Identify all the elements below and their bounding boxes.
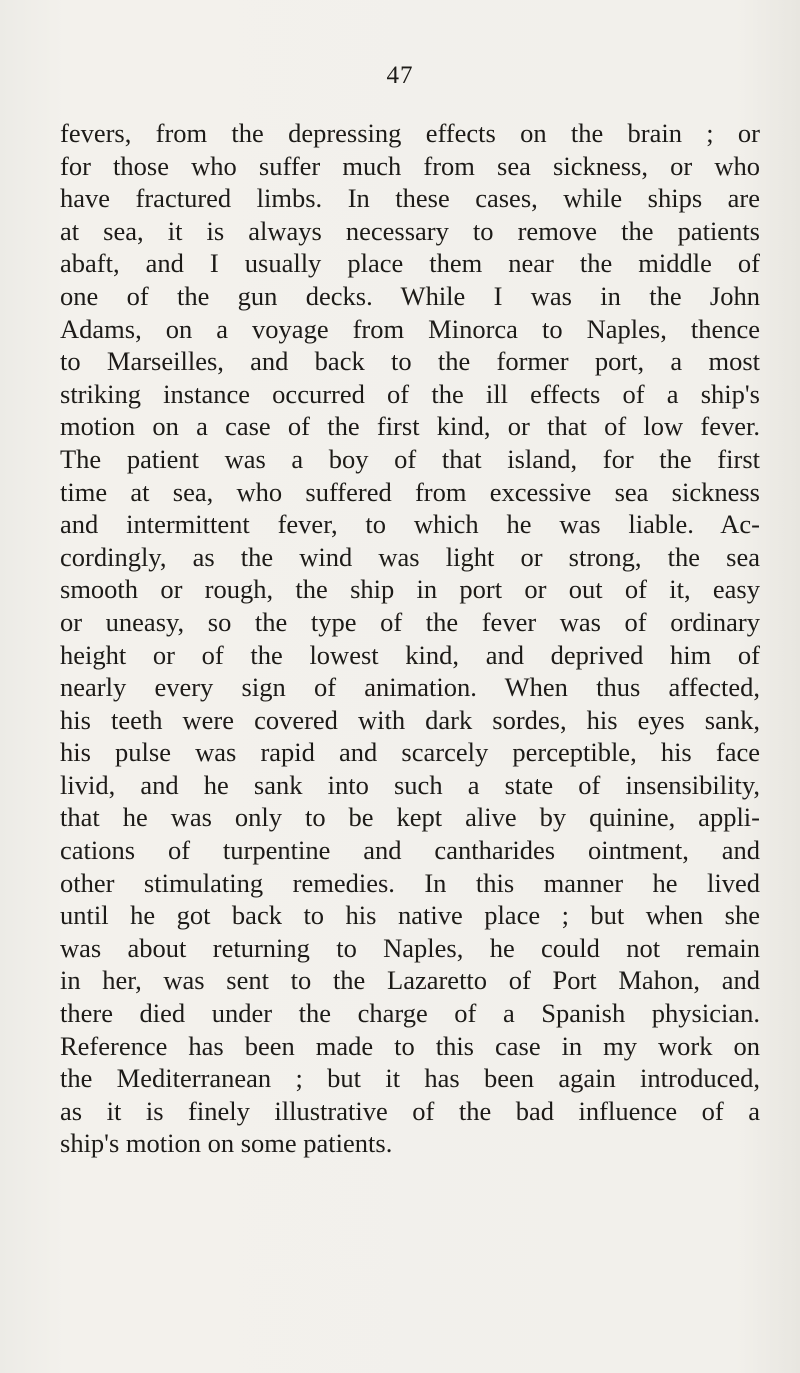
text-line: his pulse was rapid and scarcely perceptible, his face [60,737,760,768]
body-paragraph [60,117,760,1160]
text-line: have fractured limbs. In these cases, while ships are [60,183,760,214]
text-line: to Marseilles, and back to the former port, a most [60,346,760,377]
text-line: in her, was sent to the Lazaretto of Port Mahon, and [60,965,760,996]
text-line: for those who suffer much from sea sickness, or who [60,150,760,181]
text-line: there died under the charge of a Spanish physician. [60,998,760,1029]
text-line: at sea, it is always necessary to remove the patients [60,215,760,246]
text-line: nearly every sign of animation. When thus affected, [60,672,760,703]
text-line: until he got back to his native place ; but when she [60,900,760,931]
text-line: fevers, from the depressing effects on the brain ; or [60,118,760,148]
text-line: his teeth were covered with dark sordes, his eyes sank, [60,704,760,735]
text-line: livid, and he sank into such a state of insensibility, [60,769,760,800]
text-line: Reference has been made to this case in my work on [60,1030,760,1061]
text-line: cordingly, as the wind was light or strong, the sea [60,541,760,572]
text-line: the Mediterranean ; but it has been again introduced, [60,1063,760,1094]
text-line: and intermittent fever, to which he was liable. Ac- [60,509,760,540]
text-line: cations of turpentine and cantharides ointment, and [60,835,760,866]
text-line: or uneasy, so the type of the fever was of ordinary [60,606,760,637]
text-line: abaft, and I usually place them near the middle of [60,248,760,279]
text-line: striking instance occurred of the ill effects of a ship's [60,378,760,409]
page-number: 47 [386,62,414,89]
text-line: Adams, on a voyage from Minorca to Naples, thence [60,313,760,344]
text-line: time at sea, who suffered from excessive sea sickness [60,476,760,507]
text-line: other stimulating remedies. In this manner he lived [60,867,760,898]
text-line: smooth or rough, the ship in port or out of it, easy [60,574,760,605]
text-line: as it is finely illustrative of the bad influence of a [60,1095,760,1126]
text-line: that he was only to be kept alive by quinine, appli- [60,802,760,833]
text-line: height or of the lowest kind, and deprived him of [60,639,760,670]
text-line: ship's motion on some patients. [60,1128,393,1159]
text-line: one of the gun decks. While I was in the John [60,280,760,311]
text-line: was about returning to Naples, he could not remain [60,932,760,963]
text-line: The patient was a boy of that island, for the first [60,443,760,474]
text-line: motion on a case of the first kind, or that of low fever. [60,411,760,442]
